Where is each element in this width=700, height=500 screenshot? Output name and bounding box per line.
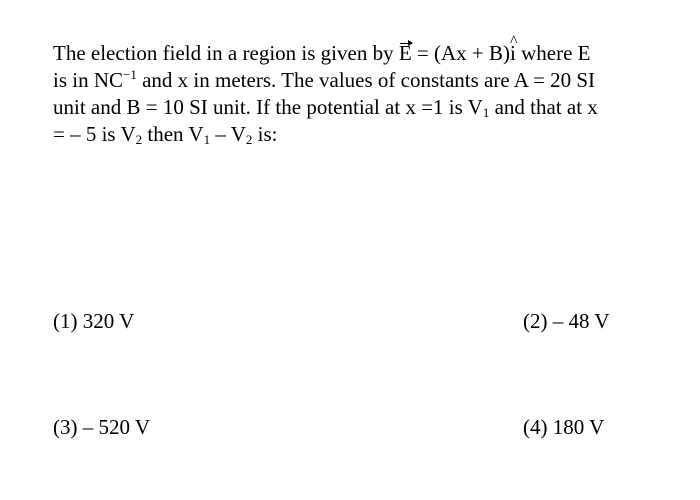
subscript-v1: 1 [482, 105, 490, 120]
potential-text: unit and B = 10 SI unit. If the potential at x =1 is V [53, 95, 483, 119]
vector-E [399, 40, 412, 67]
option-1[interactable]: (1) 320 V [53, 309, 135, 333]
option-3[interactable]: (3) – 520 V [53, 415, 151, 439]
subscript-v1-b: 1 [203, 132, 211, 147]
question-line-3 [53, 94, 633, 121]
unit-text: is in NC [53, 68, 124, 92]
line4-part-a: = – 5 is V [53, 122, 136, 146]
unit-exponent: −1 [123, 67, 137, 82]
question-line-1-start [53, 40, 591, 67]
question-line-3-content [53, 94, 598, 121]
question-line-4 [53, 121, 633, 148]
question-text [53, 40, 633, 148]
question-line-2 [53, 67, 633, 94]
question-line-2-content [53, 67, 595, 94]
question-line-1 [53, 40, 633, 67]
question-line-1-tail: where E [515, 41, 591, 65]
field-expression: = (Ax + B) [411, 41, 511, 65]
question-intro: The election field in a region is given by [53, 41, 394, 65]
constants-text: and x in meters. The values of constants are A = 20 SI [136, 68, 596, 92]
line4-part-c: – V [210, 122, 246, 146]
option-2[interactable]: (2) – 48 V [523, 309, 610, 333]
question-line-3-tail: and that at x [489, 95, 598, 119]
unit-vector-letter: i [510, 41, 516, 65]
option-4[interactable]: (4) 180 V [523, 415, 605, 439]
subscript-v2-b: 2 [245, 132, 253, 147]
vector-E-letter: E [398, 41, 412, 65]
line4-part-d: is: [252, 122, 278, 146]
line4-part-b: then V [142, 122, 204, 146]
unit-vector-i [510, 40, 516, 67]
subscript-v2: 2 [135, 132, 143, 147]
